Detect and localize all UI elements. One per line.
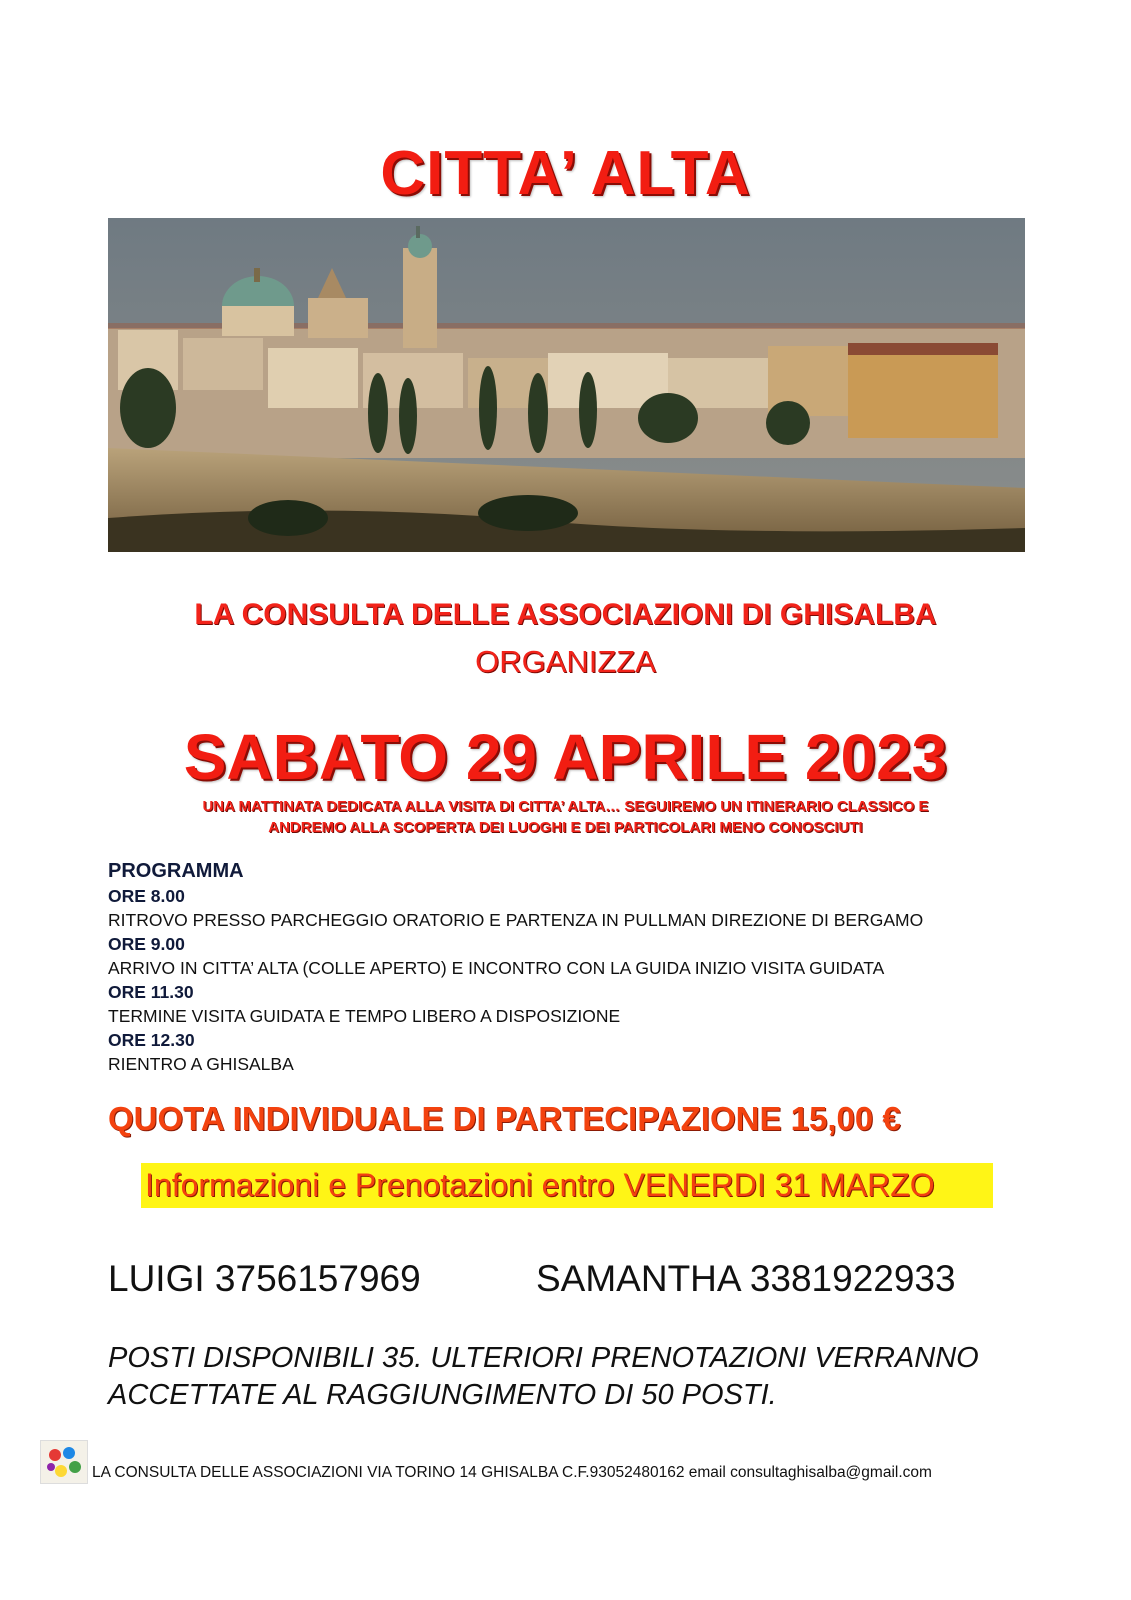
program-heading: PROGRAMMA [108,860,244,882]
program-time-3: ORE 11.30 [108,982,194,1002]
program-time-2: ORE 9.00 [108,934,185,954]
organizer-name: LA CONSULTA DELLE ASSOCIAZIONI DI GHISALBA [194,598,937,631]
footer-info: LA CONSULTA DELLE ASSOCIAZIONI VIA TORINO 14 GHISALBA C.F.93052480162 email consultaghisalba@gmail.com [92,1464,932,1481]
event-description [100,796,1031,838]
poster-title: CITTA’ ALTA [380,139,751,208]
program-text-4: RIENTRO A GHISALBA [108,1054,294,1074]
program-time-1: ORE 8.00 [108,886,185,906]
info-text: Informazioni e Prenotazioni entro VENERDI 31 MARZO [145,1167,935,1203]
availability-note [108,1340,1030,1414]
event-date: SABATO 29 APRILE 2023 [183,721,948,793]
description-line-1: UNA MATTINATA DEDICATA ALLA VISITA DI CITTA’ ALTA… SEGUIREMO UN ITINERARIO CLASSICO E [202,798,929,815]
program-time-4: ORE 12.30 [108,1030,195,1050]
citta-alta-photo [108,218,1025,552]
description-line-2: ANDREMO ALLA SCOPERTA DEI LUOGHI E DEI PARTICOLARI MENO CONOSCIUTI [268,819,863,836]
availability-line-1: POSTI DISPONIBILI 35. ULTERIORI PRENOTAZIONI VERRANNO [108,1342,979,1374]
contact-samantha: SAMANTHA 3381922933 [536,1258,956,1299]
consulta-logo-icon [40,1440,88,1484]
contact-luigi: LUIGI 3756157969 [108,1258,421,1299]
program-text-1: RITROVO PRESSO PARCHEGGIO ORATORIO E PARTENZA IN PULLMAN DIREZIONE DI BERGAMO [108,910,924,930]
info-highlight [141,1163,993,1208]
program-text-2: ARRIVO IN CITTA’ ALTA (COLLE APERTO) E INCONTRO CON LA GUIDA INIZIO VISITA GUIDATA [108,958,885,978]
quota-price: QUOTA INDIVIDUALE DI PARTECIPAZIONE 15,00 € [108,1100,901,1137]
organizer-verb: ORGANIZZA [475,644,656,679]
availability-line-2: ACCETTATE AL RAGGIUNGIMENTO DI 50 POSTI. [108,1379,777,1411]
program-text-3: TERMINE VISITA GUIDATA E TEMPO LIBERO A DISPOSIZIONE [108,1006,621,1026]
